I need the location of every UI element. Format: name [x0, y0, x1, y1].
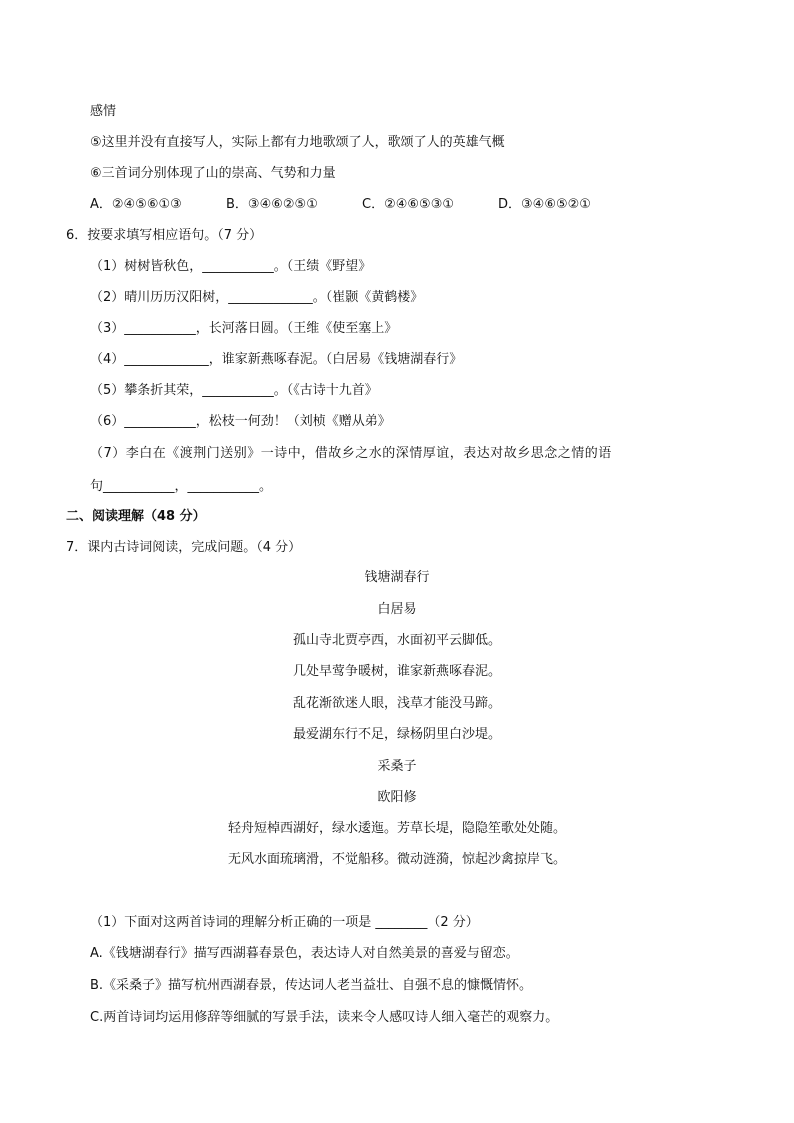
text-line-option-5: ⑤这里并没有直接写人，实际上都有力地歌颂了人，歌颂了人的英雄气概 [90, 135, 505, 150]
poem1-line-4: 最爱湖东行不足，绿杨阴里白沙堤。 [292, 727, 501, 742]
section-2-heading: 二、阅读理解（48 分） [66, 509, 206, 524]
q6-item-2: （2）晴川历历汉阳树，_____________。（崔颢《黄鹤楼》 [90, 290, 424, 305]
poem2-line-2: 无风水面琉璃滑，不觉船移。微动涟漪，惊起沙禽掠岸飞。 [227, 852, 566, 867]
answer-options [90, 195, 591, 215]
q6-item-3: （3）___________，长河落日圆。（王维《使至塞上》 [90, 321, 398, 336]
q6-item-1: （1）树树皆秋色，___________。（王绩《野望》 [90, 259, 372, 274]
poem2-line-1: 轻舟短棹西湖好，绿水逶迤。芳草长堤，隐隐笙歌处处随。 [227, 821, 566, 836]
option-b: B．③④⑥②⑤① [226, 197, 318, 212]
text-line-option-6: ⑥三首词分别体现了山的崇高、气势和力量 [90, 166, 336, 181]
poem1-line-1: 孤山寺北贾亭西，水面初平云脚低。 [292, 633, 501, 648]
poem2-author: 欧阳修 [377, 790, 417, 805]
poem1-line-3: 乱花渐欲迷人眼，浅草才能没马蹄。 [292, 696, 501, 711]
option-a: A．②④⑤⑥①③ [90, 197, 182, 212]
q6-item-7-line2: 句___________，___________。 [90, 479, 273, 494]
question-6-title: 6．按要求填写相应语句。（7 分） [66, 228, 263, 243]
choice-b: B.《采桑子》描写杭州西湖春景，传达词人老当益壮、自强不息的慷慨情怀。 [90, 978, 533, 993]
choice-a: A.《钱塘湖春行》描写西湖暮春景色，表达诗人对自然美景的喜爱与留恋。 [90, 946, 519, 961]
q6-item-4: （4）_____________，谁家新燕啄春泥。（白居易《钱塘湖春行》 [90, 352, 463, 367]
choice-c: C.两首诗词均运用修辞等细腻的写景手法，读来令人感叹诗人细入毫芒的观察力。 [90, 1010, 559, 1025]
question-7-title: 7．课内古诗词阅读，完成问题。（4 分） [66, 540, 302, 555]
poem1-title: 钱塘湖春行 [364, 570, 430, 585]
poem1-author: 白居易 [377, 602, 417, 617]
q6-item-6: （6）___________，松枝一何劲！（刘桢《赠从弟》 [90, 414, 391, 429]
poem1-line-2: 几处早莺争暖树，谁家新燕啄春泥。 [292, 664, 501, 679]
q6-item-5: （5）攀条折其荣，___________。（《古诗十九首》 [90, 383, 378, 398]
q7-sub-question-1: （1）下面对这两首诗词的理解分析正确的一项是 ________（2 分） [90, 915, 479, 930]
poem2-title: 采桑子 [377, 759, 417, 774]
option-d: D．③④⑥⑤②① [498, 197, 591, 212]
q6-item-7-line1: （7）李白在《渡荆门送别》一诗中，借故乡之水的深情厚谊，表达对故乡思念之情的语 [90, 446, 612, 461]
text-line-feeling: 感情 [90, 104, 117, 119]
option-c: C．②④⑥⑤③① [362, 197, 455, 212]
